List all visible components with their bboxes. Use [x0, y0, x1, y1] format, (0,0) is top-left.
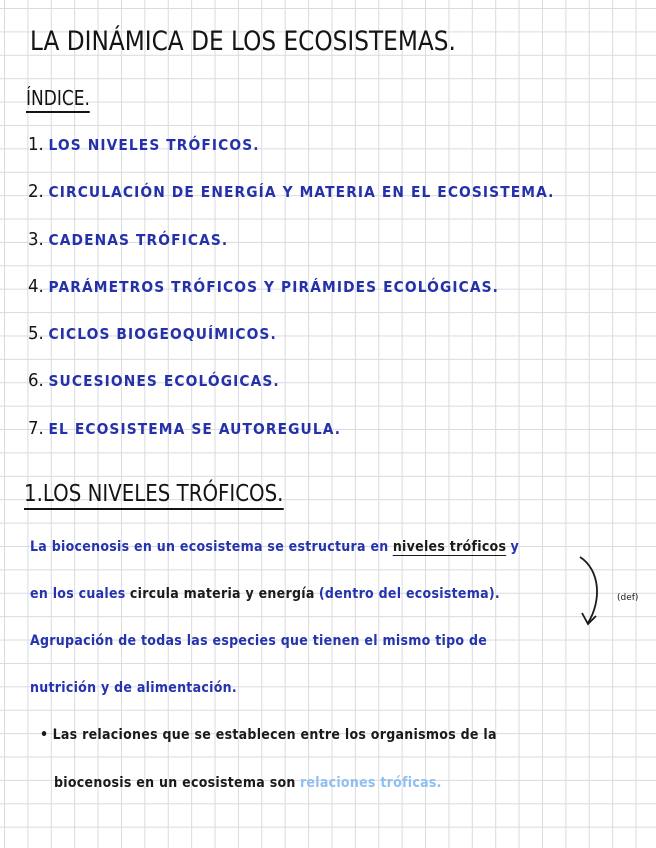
- paragraph-line: [30, 586, 500, 602]
- text-run: en los cuales: [30, 586, 126, 602]
- toc-item-text: CICLOS BIOGEOQUÍMICOS.: [48, 325, 277, 343]
- paragraph-line: [54, 775, 442, 791]
- toc-item-text: EL ECOSISTEMA SE AUTOREGULA.: [48, 420, 342, 438]
- bullet-line: [40, 727, 497, 743]
- paragraph-line: [30, 680, 237, 696]
- toc-item-number: 1.: [28, 134, 44, 155]
- toc-item-number: 2.: [28, 181, 44, 202]
- text-run: y: [510, 539, 520, 555]
- highlighted-term: niveles tróficos: [392, 539, 507, 555]
- toc-item: [28, 323, 277, 344]
- toc-item: [28, 134, 260, 155]
- toc-item-number: 7.: [28, 418, 44, 439]
- toc-item-number: 3.: [28, 229, 44, 250]
- toc-item-text: SUCESIONES ECOLÓGICAS.: [48, 372, 280, 390]
- paragraph-line: [30, 633, 487, 649]
- toc-item-text: CADENAS TRÓFICAS.: [48, 231, 229, 249]
- toc-item-number: 4.: [28, 276, 44, 297]
- paragraph-line: [30, 539, 519, 555]
- toc-item: [28, 181, 554, 202]
- section-heading: [24, 481, 283, 507]
- toc-item-number: 5.: [28, 323, 44, 344]
- text-run: (dentro del ecosistema).: [318, 586, 500, 602]
- index-heading-text: ÍNDICE.: [26, 86, 90, 113]
- toc-item: [28, 370, 280, 391]
- toc-item-text: PARÁMETROS TRÓFICOS Y PIRÁMIDES ECOLÓGICAS.: [48, 278, 500, 296]
- toc-item-number: 6.: [28, 370, 44, 391]
- definition-arrow-icon: [570, 555, 620, 635]
- toc-item-text: LOS NIVELES TRÓFICOS.: [48, 136, 260, 154]
- index-heading: [26, 86, 90, 110]
- text-run: nutrición y de alimentación.: [30, 680, 237, 696]
- section-heading-text: 1.LOS NIVELES TRÓFICOS.: [24, 481, 283, 510]
- text-run: biocenosis en un ecosistema son: [54, 775, 296, 791]
- text-run: circula materia y energía: [129, 586, 315, 602]
- highlighted-term: relaciones tróficas.: [299, 775, 442, 791]
- text-run: Agrupación de todas las especies que tienen el mismo tipo de: [30, 633, 488, 649]
- text-run: Las relaciones que se establecen entre los organismos de la: [52, 727, 497, 743]
- toc-item: [28, 229, 228, 250]
- toc-item: [28, 276, 499, 297]
- text-run: La biocenosis en un ecosistema se estructura en: [30, 539, 389, 555]
- definition-note: (def): [617, 593, 639, 603]
- bullet-marker: •: [40, 727, 49, 743]
- toc-item: [28, 418, 341, 439]
- toc-item-text: CIRCULACIÓN DE ENERGÍA Y MATERIA EN EL ECOSISTEMA.: [48, 183, 555, 201]
- page-title: LA DINÁMICA DE LOS ECOSISTEMAS.: [30, 26, 456, 57]
